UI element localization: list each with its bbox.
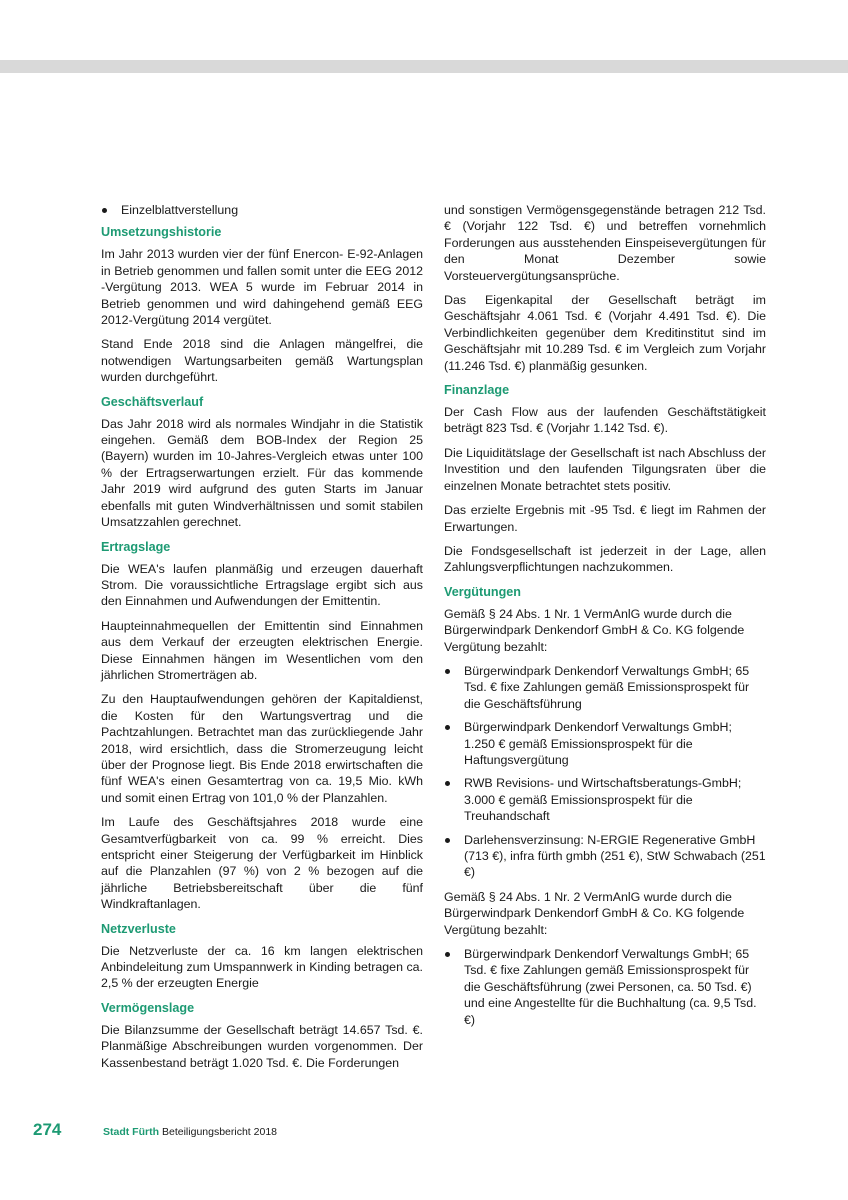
header-band <box>0 60 848 73</box>
bullet-text: Einzelblattverstellung <box>121 203 239 217</box>
right-column <box>444 202 766 1036</box>
paragraph: Die Liquiditätslage der Gesellschaft ist nach Abschluss der Investition und den laufenden Tilgungsraten über die einzelnen Monate betrachtet stets positiv. <box>444 445 766 493</box>
list-item <box>444 719 766 768</box>
paragraph: Das Eigenkapital der Gesellschaft beträgt im Geschäftsjahr 4.061 Tsd. € (Vorjahr 4.491 Tsd. €). Die Verbindlichkeiten gegenüber dem Kreditinstitut sind im Geschäftsjahr mit 10.289 Tsd. € im Vergleich zum Vorjahr (11.246 Tsd. €) planmäßig gesunken. <box>444 293 766 373</box>
section-heading-geschaeftsverlauf: Geschäftsverlauf <box>101 394 204 409</box>
verguetungen-list-1 <box>444 663 766 881</box>
verguetungen-list-2 <box>444 946 766 1028</box>
paragraph: Zu den Hauptaufwendungen gehören der Kapitaldienst, die Kosten für den Wartungsvertrag und die Pachtzahlungen. Betrachtet man das zurückliegende Jahr 2018, wird ersichtlich, dass die Stromerzeugung leicht über der Prognose liegt. Bis Ende 2018 erwirtschaften die fünf WEA's einen Gesamtertrag von ca. 19,5 Mio. kWh und somit einen Ertrag von 101,0 % der Planzahlen. <box>101 692 423 805</box>
left-column <box>101 202 423 1079</box>
section-heading-finanzlage: Finanzlage <box>444 383 510 398</box>
bullet-icon <box>445 952 450 957</box>
footer-title: Beteiligungsbericht 2018 <box>162 1126 277 1138</box>
paragraph: Die WEA's laufen planmäßig und erzeugen dauerhaft Strom. Die voraussichtliche Ertragslage ergibt sich aus den Einnahmen und Aufwendungen der Emittentin. <box>101 561 423 609</box>
paragraph: Der Cash Flow aus der laufenden Geschäftstätigkeit beträgt 823 Tsd. € (Vorjahr 1.142 Tsd. €). <box>444 405 766 436</box>
paragraph: Das erzielte Ergebnis mit -95 Tsd. € liegt im Rahmen der Erwartungen. <box>444 503 766 534</box>
paragraph: Die Fondsgesellschaft ist jederzeit in der Lage, allen Zahlungsverpflichtungen nachzukommen. <box>444 543 766 575</box>
bullet-icon <box>102 208 107 213</box>
paragraph: Die Bilanzsumme der Gesellschaft beträgt 14.657 Tsd. €. Planmäßige Abschreibungen wurden vorgenommen. Der Kassenbestand beträgt 1.020 Tsd. €. Die Forderungen <box>101 1022 423 1070</box>
list-item-text: Bürgerwindpark Denkendorf Verwaltungs GmbH; 65 Tsd. € fixe Zahlungen gemäß Emissionsprospekt für die Geschäftsführung (zwei Personen, ca. 50 Tsd. €) und eine Angestellte für die Buchhaltung (ca. 9,5 Tsd. €) <box>464 947 757 1027</box>
paragraph: Gemäß § 24 Abs. 1 Nr. 1 VermAnlG wurde durch die Bürgerwindpark Denkendorf GmbH & Co. KG folgende Vergütung bezahlt: <box>444 606 745 654</box>
paragraph: Haupteinnahmequellen der Emittentin sind Einnahmen aus dem Verkauf der erzeugten elektrischen Energie. Diese Einnahmen hängen im Wesentlichen vom den jährlichen Stromerträgen ab. <box>101 618 423 682</box>
section-heading-umsetzungshistorie: Umsetzungshistorie <box>101 225 222 240</box>
section-heading-netzverluste: Netzverluste <box>101 921 176 936</box>
list-item-text: RWB Revisions- und Wirtschaftsberatungs-GmbH; 3.000 € gemäß Emissionsprospekt für die Treuhandschaft <box>464 776 742 824</box>
page-footer <box>33 1120 277 1140</box>
list-item <box>444 946 766 1028</box>
paragraph: Im Laufe des Geschäftsjahres 2018 wurde eine Gesamtverfügbarkeit von ca. 99 % erreicht. Dies entspricht einer Steigerung der Verfügbarkeit im Hinblick auf die Planzahlen (97 %) von 2 % bezogen auf die jährliche Betriebsbereitschaft über die fünf Windkraftanlagen. <box>101 815 423 912</box>
list-item-text: Darlehensverzinsung: N-ERGIE Regenerative GmbH (713 €), infra fürth gmbh (251 €), StW Schwabach (251 €) <box>464 832 766 880</box>
section-heading-ertragslage: Ertragslage <box>101 539 171 554</box>
bullet-icon <box>445 669 450 674</box>
paragraph: Gemäß § 24 Abs. 1 Nr. 2 VermAnlG wurde durch die Bürgerwindpark Denkendorf GmbH & Co. KG folgende Vergütung bezahlt: <box>444 889 745 937</box>
paragraph: Stand Ende 2018 sind die Anlagen mängelfrei, die notwendigen Wartungsarbeiten gemäß Wartungsplan wurden durchgeführt. <box>101 337 423 385</box>
bullet-icon <box>445 838 450 843</box>
section-heading-vermoegenslage: Vermögenslage <box>101 1000 195 1015</box>
list-item <box>444 775 766 824</box>
list-item <box>444 832 766 881</box>
paragraph: und sonstigen Vermögensgegenstände betragen 212 Tsd. € (Vorjahr 122 Tsd. €) und betreffen vornehmlich Forderungen aus ausstehenden Einspeisevergütungen für den Monat Dezember sowie Vorsteuervergütungsansprüche. <box>444 203 766 283</box>
section-heading-verguetungen: Vergütungen <box>444 584 521 599</box>
paragraph: Das Jahr 2018 wird als normales Windjahr in die Statistik eingehen. Gemäß dem BOB-Index der Region 25 (Bayern) wurden im 10-Jahres-Vergleich etwas unter 100 % der Ertragserwartungen erzielt. Für das kommende Jahr 2019 wird aufgrund des guten Starts im Januar ebenfalls mit guten Windverhältnissen und somit stabilen Umsatzzahlen gerechnet. <box>101 416 423 530</box>
paragraph: Die Netzverluste der ca. 16 km langen elektrischen Anbindeleitung zum Umspannwerk in Kinding betragen ca. 2,5 % der erzeugten Energie <box>101 943 423 991</box>
list-item <box>444 663 766 712</box>
list-item-text: Bürgerwindpark Denkendorf Verwaltungs GmbH; 65 Tsd. € fixe Zahlungen gemäß Emissionsprospekt für die Geschäftsführung <box>464 663 750 711</box>
page-number: 274 <box>33 1120 62 1139</box>
list-item-text: Bürgerwindpark Denkendorf Verwaltungs GmbH; 1.250 € gemäß Emissionsprospekt für die Haftungsvergütung <box>464 720 732 767</box>
list-item <box>101 202 423 218</box>
footer-brand: Stadt Fürth <box>103 1126 159 1138</box>
bullet-icon <box>445 781 450 786</box>
paragraph: Im Jahr 2013 wurden vier der fünf Enercon- E-92-Anlagen in Betrieb genommen und fallen somit unter die EEG 2012 -Vergütung 2013. WEA 5 wurde im Februar 2014 in Betrieb genommen und wird dahingehend gemäß EEG 2012-Vergütung 2014 vergütet. <box>101 247 423 328</box>
bullet-icon <box>445 725 450 730</box>
